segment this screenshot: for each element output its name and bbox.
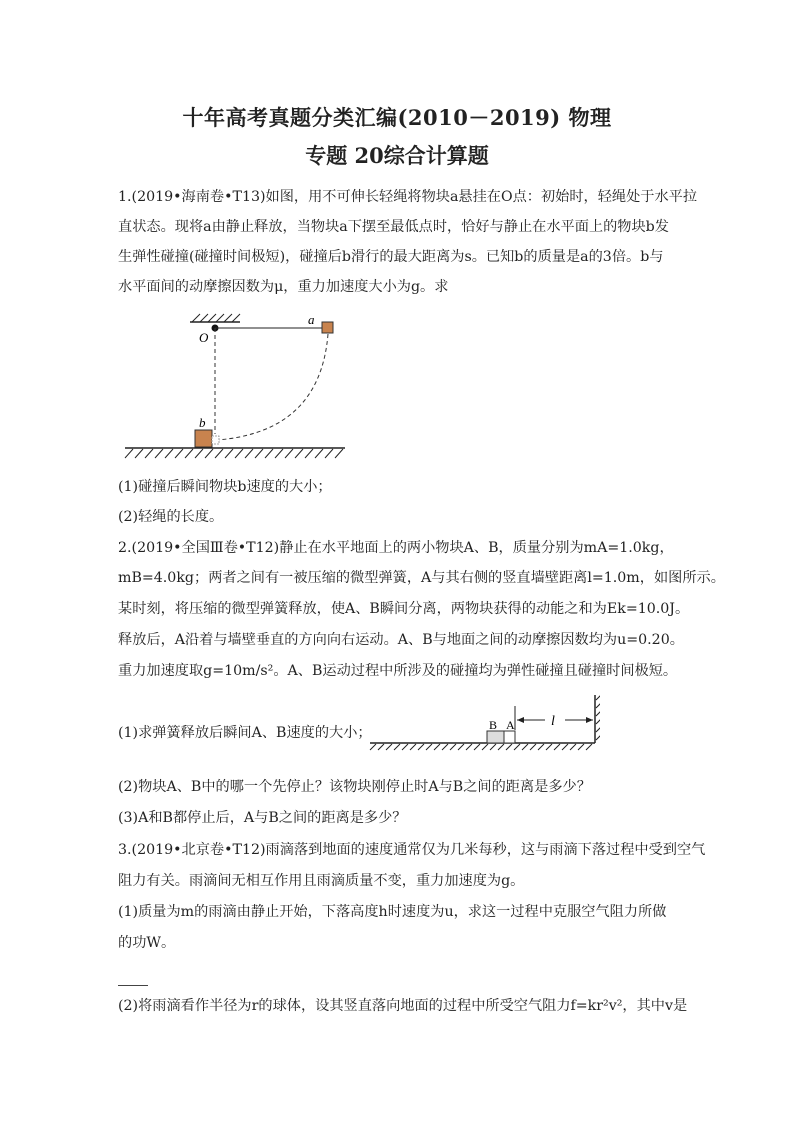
block-b (195, 430, 212, 447)
q2-sub1: (1)求弹簧释放后瞬间A、B速度的大小； (118, 725, 372, 741)
label-l: l (551, 714, 555, 729)
label-A: A (506, 718, 515, 732)
document-title: 十年高考真题分类汇编(2010－2019) 物理 (182, 105, 612, 130)
q3-sub2-line: (2)将雨滴看作半径为r的球体，设其竖直落向地面的过程中所受空气阻力f=kr²v²，其中v是 (118, 998, 688, 1014)
q1-sub2: (2)轻绳的长度。 (118, 509, 224, 525)
q2-sub2: (2)物块A、B中的哪一个先停止？该物块刚停止时A与B之间的距离是多少？ (118, 779, 591, 795)
q2-text-line: 重力加速度取g=10m/s²。A、B运动过程中所涉及的碰撞均为弹性碰撞且碰撞时间极短。 (118, 663, 678, 679)
q1-text-line: 水平面间的动摩擦因数为μ，重力加速度大小为g。求 (118, 279, 449, 295)
label-O: O (199, 330, 209, 345)
blocks-wall-figure (365, 690, 600, 755)
q1-text-line: 直状态。现将a由静止释放，当物块a下摆至最低点时，恰好与静止在水平面上的物块b发 (118, 219, 669, 235)
q2-text-line: 释放后，A沿着与墙壁垂直的方向向右运动。A、B与地面之间的动摩擦因数均为u=0.20。 (118, 632, 684, 648)
block-a (322, 322, 333, 333)
label-b: b (199, 415, 206, 430)
q3-text-line: 阻力有关。雨滴间无相互作用且雨滴质量不变，重力加速度为g。 (118, 873, 525, 889)
block-B (487, 731, 504, 743)
q1-text-line: 生弹性碰撞(碰撞时间极短)，碰撞后b滑行的最大距离为s。已知b的质量是a的3倍。b与 (118, 249, 664, 265)
q2-sub3: (3)A和B都停止后，A与B之间的距离是多少？ (118, 810, 407, 826)
q2-text-line: 某时刻，将压缩的微型弹簧释放，使A、B瞬间分离，两物块获得的动能之和为Ek=10.0J。 (118, 601, 690, 617)
block-A (504, 731, 515, 743)
q3-text-line: 3.(2019•北京卷•T12)雨滴落到地面的速度通常仅为几米每秒，这与雨滴下落过程中受到空气 (118, 842, 706, 858)
separator-rule (118, 985, 148, 986)
q3-sub1-line: 的功W。 (118, 935, 176, 951)
q3-sub1-line: (1)质量为m的雨滴由静止开始，下落高度h时速度为u，求这一过程中克服空气阻力所做 (118, 904, 667, 920)
q2-text-line: mB=4.0kg；两者之间有一被压缩的微型弹簧，A与其右侧的竖直墙壁距离l=1.0m，如图所示。 (118, 570, 725, 586)
label-a: a (308, 312, 315, 327)
q1-text-line: 1.(2019•海南卷•T13)如图，用不可伸长轻绳将物块a悬挂在O点：初始时，轻绳处于水平拉 (118, 189, 698, 205)
pendulum-figure (120, 312, 350, 462)
label-B: B (489, 718, 498, 732)
q1-sub1: (1)碰撞后瞬间物块b速度的大小； (118, 479, 332, 495)
q2-text-line: 2.(2019•全国Ⅲ卷•T12)静止在水平地面上的两小物块A、B，质量分别为mA=1.0kg， (118, 540, 674, 556)
document-subtitle: 专题 20综合计算题 (305, 143, 489, 168)
